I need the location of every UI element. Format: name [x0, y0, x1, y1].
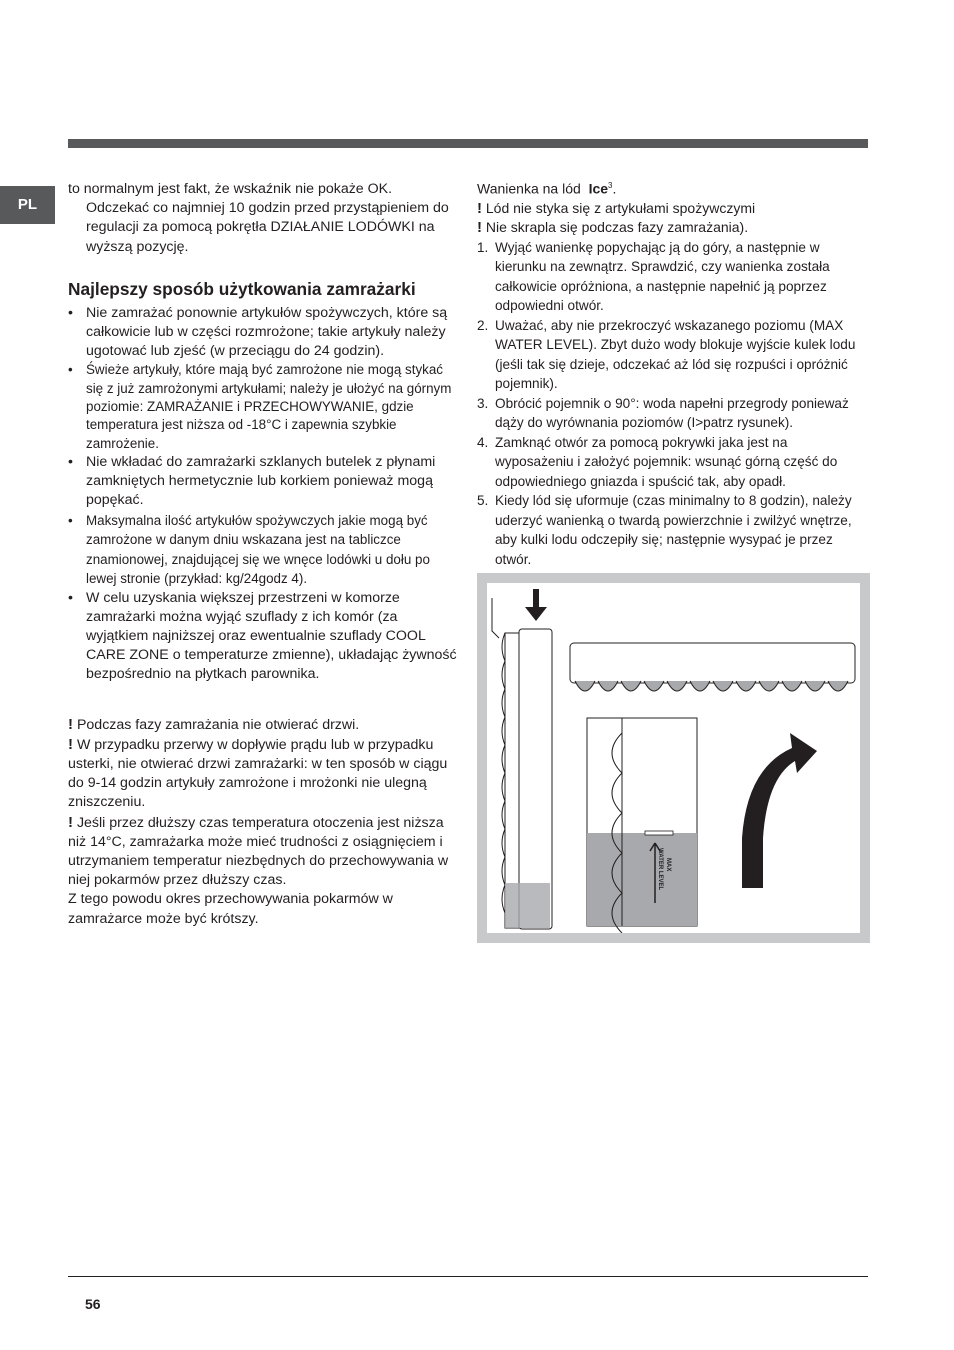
list-item: 4. Zamknąć otwór za pomocą pokrywki jaka jest na wyposażeniu i założyć pojemnik: wsunąć górną część do odpowiedniego gniazda i spuścić tak, aby opadł.: [477, 434, 838, 489]
steps-list: [477, 238, 869, 570]
ice-note: ! Nie skrapla się podczas fazy zamrażania).: [477, 219, 749, 237]
warning-note: ! Jeśli przez dłuższy czas temperatura otoczenia jest niższa niż 14°C, zamrażarka może mieć trudności z osiągnięciem i utrzymaniem temperatur niezbędnych do przechowywania w niej pokarmów przez dłuższy czas.: [68, 813, 449, 889]
water-level-label: WATER LEVEL: [657, 848, 663, 891]
language-tab: PL: [0, 186, 55, 224]
ice-note: ! Lód nie styka się z artykułami spożywczymi: [477, 200, 756, 218]
intro-line: to normalnym jest fakt, że wskaźnik nie pokaże OK.: [68, 181, 393, 197]
list-item: 3. Obrócić pojemnik o 90°: woda napełni przegrody ponieważ dąży do wyrównania poziomów (I>patrz rysunek).: [477, 395, 849, 431]
ice-title: Wanienka na lód Ice$^3$.: [477, 180, 617, 197]
list-item: 1. Wyjąć wanienkę popychając ją do góry, a następnie w kierunku na zewnątrz. Sprawdzić, czy wanienka została całkowicie opróżniona, a następnie napełnić ją poprzez odpowiedni otwór.: [477, 239, 830, 314]
page-number: 56: [85, 1296, 101, 1312]
warning-note: ! W przypadku przerwy w dopływie prądu lub w przypadku usterki, nie otwierać drzwi zamrażarki: w ten sposób w ciągu do 9-14 godzin artykuły zamrożone i mrożonki nie ulegną zniszczeniu.: [68, 735, 448, 811]
list-item: 5. Kiedy lód się uformuje (czas minimalny to 8 godzin), należy uderzyć wanienką o twardą powierzchnie i zwilżyć wnętrze, aby kulki lodu odczepiły się; następnie wysypać je przez otwór.: [477, 493, 852, 567]
ice-tray-illustration: [487, 583, 860, 933]
warning-icon: !: [68, 813, 73, 831]
header-bar: [68, 139, 868, 148]
tips-list: [68, 304, 463, 685]
intro-paragraph: Odczekać co najmniej 10 godzin przed przystąpieniem do regulacji za pomocą pokrętła DZIAŁANIE LODÓWKI na wyższą pozycję.: [86, 200, 449, 255]
warning-icon: !: [477, 200, 482, 218]
warning-icon: !: [68, 735, 73, 753]
list-item: • Świeże artykuły, które mają być zamrożone nie mogą stykać się z już zamrożonymi artykułami; należy je ułożyć na górnym poziomie: ZAMRAŻANIE i PRZECHOWYWANIE, gdzie temperatura jest niższa od -18°C i zapewnia szybkie zamrożenie.: [68, 361, 463, 452]
list-item: • Nie zamrażać ponownie artykułów spożywczych, które są całkowicie lub w części rozmrożone; takie artykuły należy ugotować lub zjeść (w przeciągu do 24 godzin).: [68, 304, 463, 362]
right-column: [477, 176, 869, 569]
list-item: • Nie wkładać do zamrażarki szklanych butelek z płynami zamkniętych hermetycznie lub korkiem ponieważ mogą popękać.: [68, 453, 463, 511]
warning-note: ! Podczas fazy zamrażania nie otwierać drzwi.: [68, 715, 360, 733]
section-heading: Najlepszy sposób użytkowania zamrażarki: [68, 278, 416, 299]
list-item: 2. Uważać, aby nie przekroczyć wskazanego poziomu (MAX WATER LEVEL). Zbyt dużo wody blokuje wyjście kulek lodu (jeśli tak się dzieje, odczekać aż lód się rozpuści i opróżnić pojemnik).: [477, 317, 856, 392]
left-column: [68, 180, 463, 929]
warning-icon: !: [477, 219, 482, 237]
list-item: • Maksymalna ilość artykułów spożywczych jakie mogą być zamrożone w danym dniu wskazana jest na tabliczce znamionowej, znajdującej się we wnęce lodówki u dołu po lewej stronie (przykład: kg/24godz 4).: [68, 511, 463, 589]
ice-tray-figure: [477, 573, 870, 943]
list-item: • W celu uzyskania większej przestrzeni w komorze zamrażarki można wyjąć szuflady z ich komór (za wyjątkiem najniższej oraz ewentualnie szuflady COOL CARE ZONE o temperaturze zmienne), układając żywność bezpośrednio na płytkach parownika.: [68, 589, 463, 685]
footer-rule: [68, 1276, 868, 1277]
max-label: MAX: [665, 858, 671, 872]
closing-note: Z tego powodu okres przechowywania pokarmów w zamrażarce może być krótszy.: [68, 891, 393, 927]
warning-icon: !: [68, 715, 73, 733]
